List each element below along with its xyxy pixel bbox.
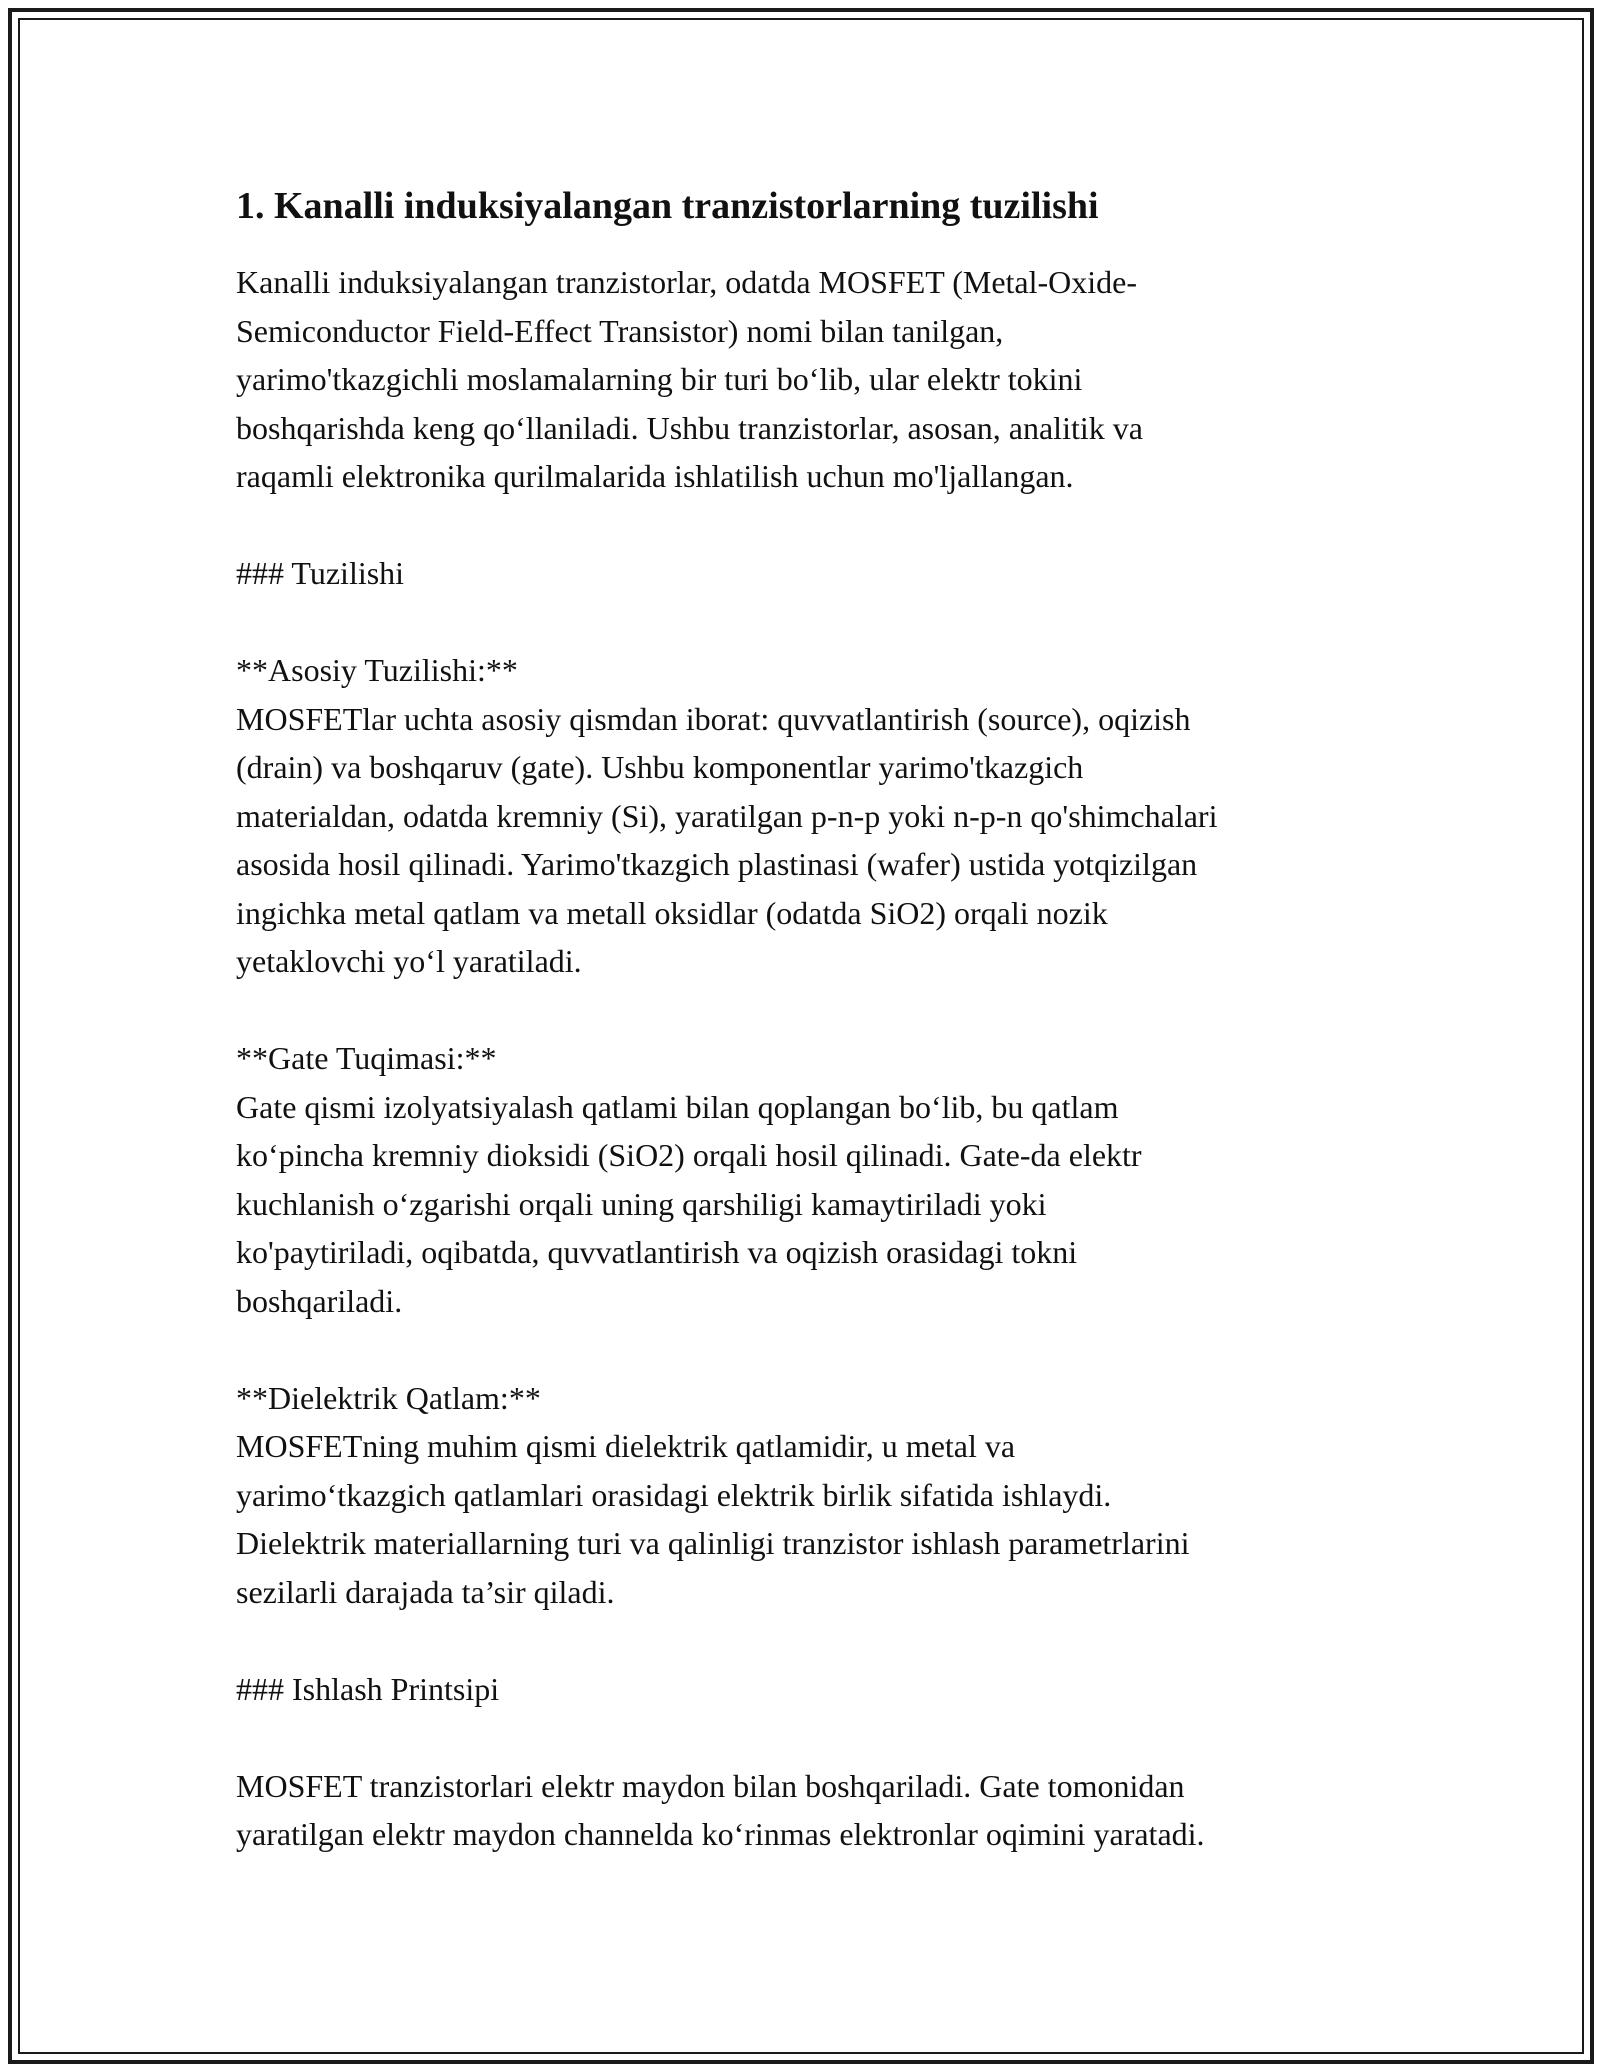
subsection-label-asosiy: **Asosiy Tuzilishi:** xyxy=(236,652,518,688)
asosiy-paragraph xyxy=(236,646,1376,986)
text-line: yaratilgan elektr maydon channelda ko‘rinmas elektronlar oqimini yaratadi. xyxy=(236,1816,1205,1852)
text-line: materialdan, odatda kremniy (Si), yaratilgan p-n-p yoki n-p-n qo'shimchalari xyxy=(236,797,1218,834)
text-line: sezilarli darajada ta’sir qiladi. xyxy=(236,1573,615,1610)
document-body xyxy=(236,182,1376,1859)
text-line: yarimo‘tkazgich qatlamlari orasidagi elektrik birlik sifatida ishlaydi. xyxy=(236,1476,1112,1513)
text-line: Gate qismi izolyatsiyalash qatlami bilan qoplangan bo‘lib, bu qatlam xyxy=(236,1088,1119,1125)
text-line: boshqariladi. xyxy=(236,1282,403,1319)
spacer xyxy=(236,1616,1376,1665)
text-line: ingichka metal qatlam va metall oksidlar (odatda SiO2) orqali nozik xyxy=(236,894,1108,931)
text-line: boshqarishda keng qo‘llaniladi. Ushbu tranzistorlar, asosan, analitik va xyxy=(236,409,1143,446)
section-heading-tuzilishi: ### Tuzilishi xyxy=(236,555,405,591)
subsection-label-dielektrik: **Dielektrik Qatlam:** xyxy=(236,1379,541,1416)
subsection-label-gate: **Gate Tuqimasi:** xyxy=(236,1040,497,1076)
text-line: MOSFETlar uchta asosiy qismdan iborat: quvvatlantirish (source), oqizish xyxy=(236,700,1191,737)
gate-paragraph xyxy=(236,1034,1376,1325)
spacer xyxy=(236,1713,1376,1762)
text-line: MOSFET tranzistorlari elektr maydon bilan boshqariladi. Gate tomonidan xyxy=(236,1767,1185,1804)
dielektrik-paragraph xyxy=(236,1374,1376,1617)
spacer xyxy=(236,501,1376,550)
text-line: Kanalli induksiyalangan tranzistorlar, odatda MOSFET (Metal-Oxide- xyxy=(236,264,1138,300)
text-line: (drain) va boshqaruv (gate). Ushbu komponentlar yarimo'tkazgich xyxy=(236,749,1084,785)
text-line: raqamli elektronika qurilmalarida ishlatilish uchun mo'ljallangan. xyxy=(236,458,1074,494)
text-line: Dielektrik materiallarning turi va qalinligi tranzistor ishlash parametrlarini xyxy=(236,1525,1190,1561)
text-line: ko‘pincha kremniy dioksidi (SiO2) orqali hosil qilinadi. Gate-da elektr xyxy=(236,1137,1142,1173)
spacer xyxy=(236,986,1376,1035)
text-line: yetaklovchi yo‘l yaratiladi. xyxy=(236,943,582,979)
text-line: MOSFETning muhim qismi dielektrik qatlamidir, u metal va xyxy=(236,1428,1016,1464)
spacer xyxy=(236,1325,1376,1374)
text-line: kuchlanish o‘zgarishi orqali uning qarshiligi kamaytiriladi yoki xyxy=(236,1185,1047,1222)
section-heading-ishlash: ### Ishlash Printsipi xyxy=(236,1670,500,1707)
intro-paragraph xyxy=(236,258,1376,501)
text-line: yarimo'tkazgichli moslamalarning bir turi bo‘lib, ular elektr tokini xyxy=(236,361,1083,397)
ishlash-paragraph xyxy=(236,1762,1376,1859)
text-line: Semiconductor Field-Effect Transistor) nomi bilan tanilgan, xyxy=(236,312,1004,349)
text-line: ko'paytiriladi, oqibatda, quvvatlantirish va oqizish orasidagi tokni xyxy=(236,1234,1078,1270)
document-title: 1. Kanalli induksiyalangan tranzistorlarning tuzilishi xyxy=(236,185,1099,227)
text-line: asosida hosil qilinadi. Yarimo'tkazgich plastinasi (wafer) ustida yotqizilgan xyxy=(236,846,1198,882)
spacer xyxy=(236,598,1376,647)
